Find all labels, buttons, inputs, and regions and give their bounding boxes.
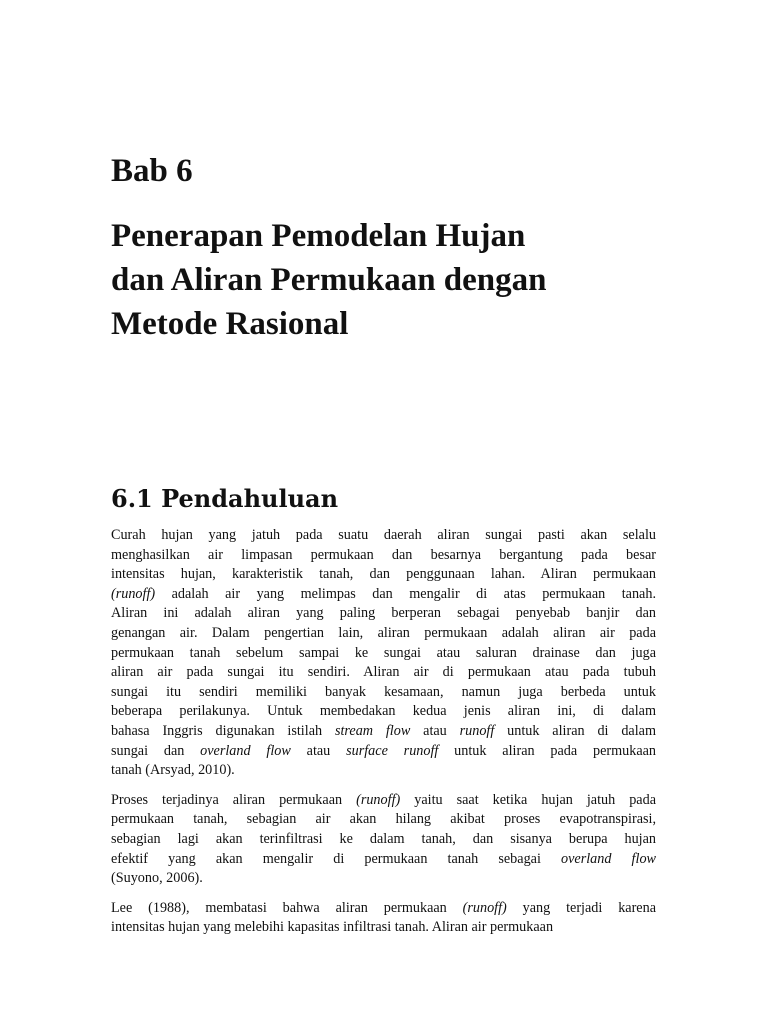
text-line — [111, 791, 656, 811]
italic-term: stream flow — [334, 722, 411, 739]
text-line — [111, 722, 656, 742]
text-run: bahasa Inggris digunakan istilah — [111, 722, 335, 739]
body-text — [111, 526, 656, 948]
text-run: Proses terjadinya aliran permukaan — [111, 791, 357, 808]
chapter-title-line-3: Metode Rasional — [111, 306, 349, 342]
text-run: adalah air yang melimpas dan mengalir di atas permukaan tanah. — [155, 585, 656, 602]
chapter-title — [111, 214, 671, 346]
chapter-title-line-1: Penerapan Pemodelan Hujan — [111, 218, 526, 254]
text-run: sungai dan — [111, 742, 201, 759]
text-run: yaitu saat ketika hujan jatuh pada — [400, 791, 656, 808]
chapter-title-line-2: dan Aliran Permukaan dengan — [111, 262, 547, 298]
text-line — [111, 742, 656, 762]
italic-term: overland flow — [200, 742, 291, 759]
text-line — [111, 899, 656, 919]
text-run: intensitas hujan, karakteristik tanah, dan penggunaan lahan. Aliran permukaan — [111, 566, 656, 583]
text-run: untuk aliran di dalam — [494, 722, 656, 739]
italic-term: runoff — [459, 722, 495, 739]
text-line — [111, 585, 656, 605]
paragraph — [111, 899, 656, 938]
text-run: sungai itu sendiri memiliki banyak kesamaan, namun juga berbeda untuk — [111, 683, 656, 700]
chapter-label: Bab 6 — [111, 153, 193, 189]
paragraph — [111, 791, 656, 889]
text-run: efektif yang akan mengalir di permukaan tanah sebagai — [111, 850, 562, 867]
text-run: permukaan tanah sebelum sampai ke sungai atau saluran drainase dan juga — [111, 644, 656, 661]
text-line — [111, 546, 656, 566]
text-line — [111, 702, 656, 722]
section-heading: 6.1 Pendahuluan — [111, 484, 339, 513]
text-run: beberapa perilakunya. Untuk membedakan kedua jenis aliran ini, di dalam — [111, 703, 656, 720]
italic-term: (runoff) — [356, 791, 401, 808]
text-run: genangan air. Dalam pengertian lain, aliran permukaan adalah aliran air pada — [111, 624, 656, 641]
text-run: atau — [290, 742, 347, 759]
italic-term: (runoff) — [111, 585, 156, 602]
text-run: tanah (Arsyad, 2010). — [111, 762, 235, 779]
text-run: Aliran ini adalah aliran yang paling berperan sebagai penyebab banjir dan — [111, 605, 656, 622]
text-run: menghasilkan air limpasan permukaan dan besarnya bergantung pada besar — [111, 546, 656, 563]
text-line — [111, 918, 656, 938]
text-line — [111, 624, 656, 644]
text-run: untuk aliran pada permukaan — [438, 742, 657, 759]
text-line — [111, 565, 656, 585]
italic-term: surface runoff — [346, 742, 439, 759]
text-run: sebagian lagi akan terinfiltrasi ke dalam tanah, dan sisanya berupa hujan — [111, 830, 656, 847]
text-run: yang terjadi karena — [506, 899, 656, 916]
text-line — [111, 830, 656, 850]
text-run: aliran air pada sungai itu sendiri. Aliran air di permukaan atau pada tubuh — [111, 664, 656, 681]
text-line — [111, 761, 656, 781]
text-line — [111, 869, 656, 889]
text-line — [111, 526, 656, 546]
paragraph — [111, 526, 656, 781]
text-run: intensitas hujan yang melebihi kapasitas infiltrasi tanah. Aliran air permukaan — [111, 919, 554, 936]
text-line — [111, 604, 656, 624]
text-line — [111, 683, 656, 703]
text-run: (Suyono, 2006). — [111, 870, 203, 887]
text-run: Lee (1988), membatasi bahwa aliran permukaan — [111, 899, 463, 916]
italic-term: overland flow — [561, 850, 656, 867]
text-line — [111, 644, 656, 664]
text-run: atau — [410, 722, 460, 739]
text-line — [111, 663, 656, 683]
text-run: Curah hujan yang jatuh pada suatu daerah aliran sungai pasti akan selalu — [111, 527, 656, 543]
text-run: permukaan tanah, sebagian air akan hilang akibat proses evapotranspirasi, — [111, 811, 656, 828]
text-line — [111, 850, 656, 870]
text-line — [111, 810, 656, 830]
italic-term: (runoff) — [462, 899, 507, 916]
